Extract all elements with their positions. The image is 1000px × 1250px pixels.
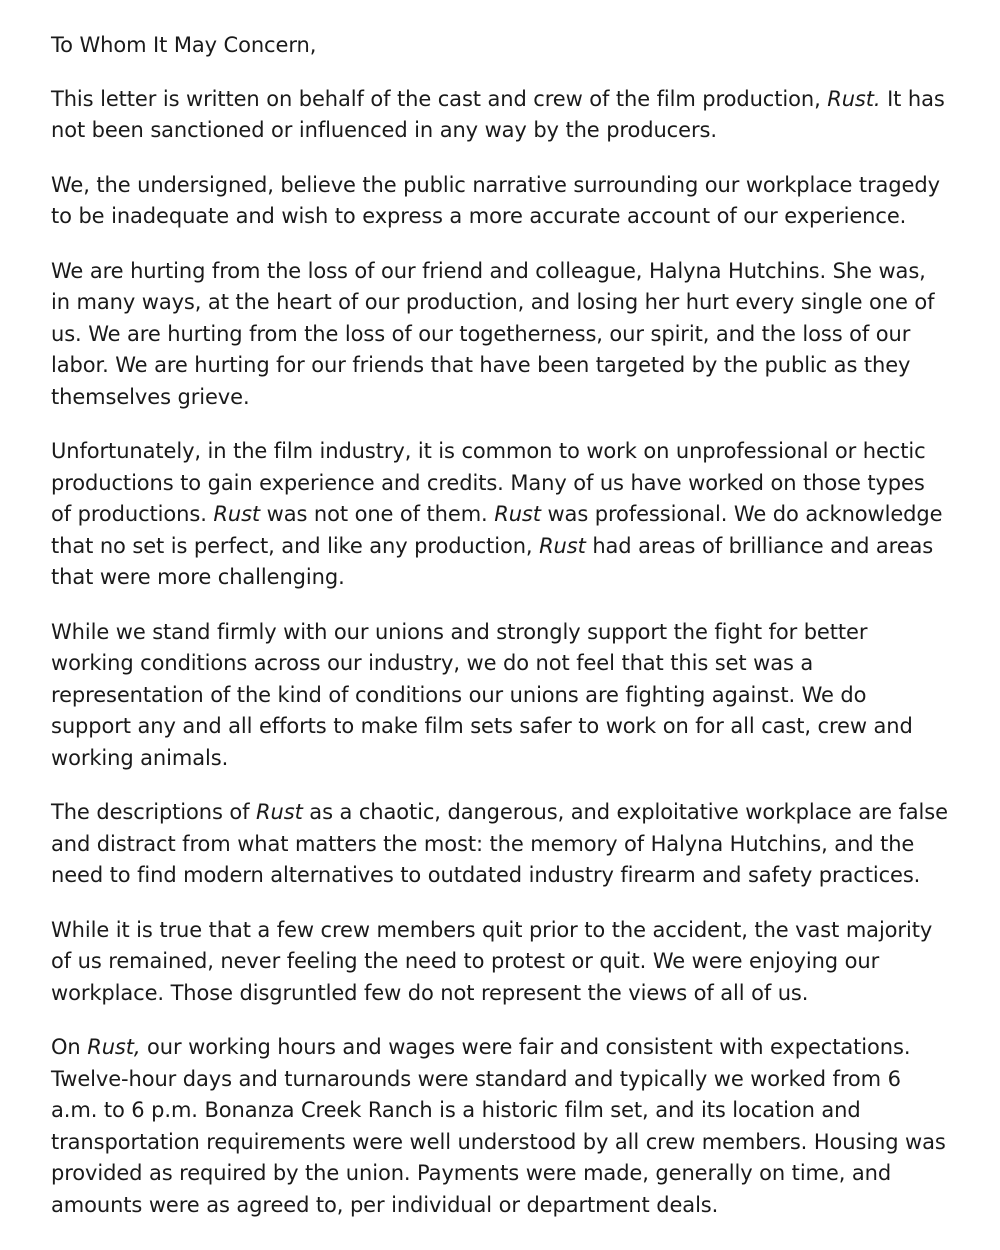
paragraph-3: We are hurting from the loss of our friend and colleague, Halyna Hutchins. She was, in many ways, at the heart of our production, and losing her hurt every single one of us. We are hurting from the loss of our togetherness, our spirit, and the loss of our labor. We are hurting for our friends that have been targeted by the public as they themselves grieve. xyxy=(51,258,935,409)
film-title: Rust, xyxy=(87,1035,141,1059)
film-title: Rust xyxy=(539,533,586,558)
paragraph-6-text-a: The descriptions of xyxy=(51,800,257,824)
film-title: Rust xyxy=(494,502,541,526)
paragraph-4-text-a: Unfortunately, in the film industry, it is common to work on unprofessional or hectic productions to gain experience and credits. Many of us have worked on those types of productions. xyxy=(51,439,926,526)
paragraph-1-text-b: It has not been sanctioned or influenced in any way by the producers. xyxy=(51,86,945,142)
paragraph-4-text-c: was professional. We do acknowledge that no set is perfect, and like any production, xyxy=(51,502,943,558)
paragraph-1 xyxy=(51,84,951,147)
paragraph-4 xyxy=(51,436,951,594)
film-title: Rust. xyxy=(827,86,881,111)
film-title: Rust xyxy=(213,502,261,526)
letter-body xyxy=(51,30,951,1244)
salutation: To Whom It May Concern, xyxy=(51,33,317,57)
paragraph-5: While we stand firmly with our unions and strongly support the fight for better working conditions across our industry, we do not feel that this set was a representation of the kind of conditions our unions are fighting against. We do support any and all efforts to make film sets safer to work on for all cast, crew and working animals. xyxy=(51,619,913,770)
paragraph-8-text-a: On xyxy=(51,1035,88,1059)
film-title: Rust xyxy=(256,800,303,824)
paragraph-1-text-a: This letter is written on behalf of the cast and crew of the film production, xyxy=(51,86,828,111)
paragraph-8 xyxy=(51,1032,951,1221)
paragraph-4-text-d: had areas of brilliance and areas that were more challenging. xyxy=(51,533,934,589)
paragraph-7: While it is true that a few crew members quit prior to the accident, the vast majority of us remained, never feeling the need to protest or quit. We were enjoying our workplace. Those disgruntled few do not represent the views of all of us. xyxy=(51,917,933,1005)
paragraph-6-text-b: as a chaotic, dangerous, and exploitative workplace are false and distract from what matters the most: the memory of Halyna Hutchins, and the need to find modern alternatives to outdated industry firearm and safety practices. xyxy=(51,800,948,887)
paragraph-8-text-b: our working hours and wages were fair and consistent with expectations. Twelve-hour days and turnarounds were standard and typically we worked from 6 a.m. to 6 p.m. Bonanza Creek Ranch is a historic film set, and its location and transportation requirements were well understood by all crew members. Housing was provided as required by the union. Payments were made, generally on time, and amounts were as agreed to, per individual or department deals. xyxy=(51,1035,946,1217)
paragraph-2: We, the undersigned, believe the public narrative surrounding our workplace tragedy to be inadequate and wish to express a more accurate account of our experience. xyxy=(51,172,940,228)
paragraph-6 xyxy=(51,797,951,892)
paragraph-4-text-b: was not one of them. xyxy=(260,502,495,526)
